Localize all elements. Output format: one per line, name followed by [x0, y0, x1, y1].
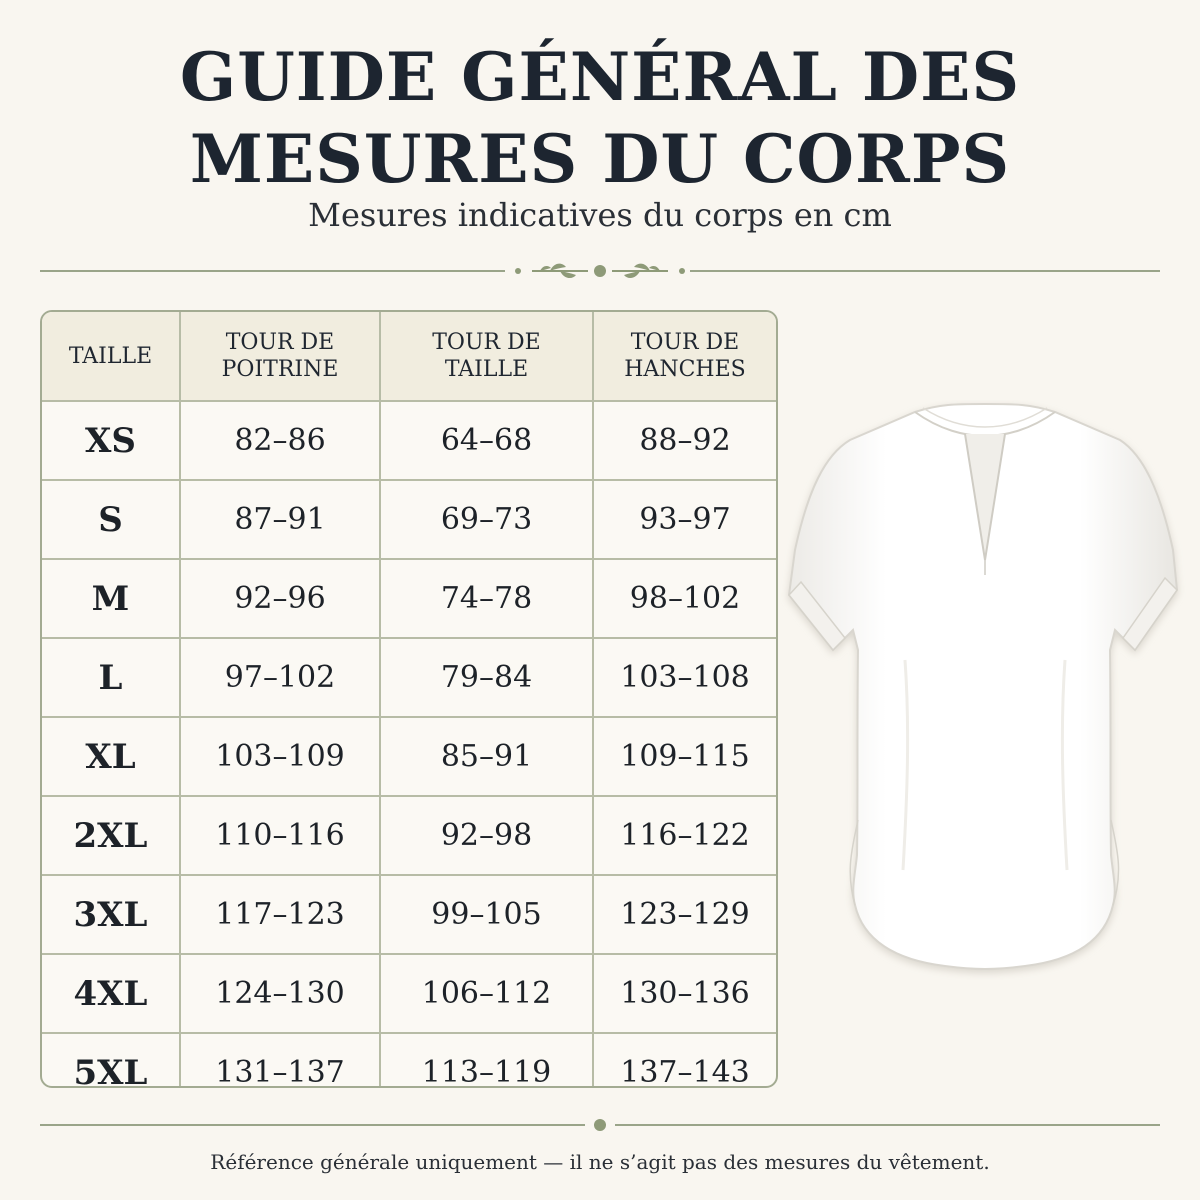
cell-hips: 103–108 — [593, 638, 776, 717]
title-line-1: GUIDE GÉNÉRAL DES — [179, 38, 1021, 116]
cell-chest: 82–86 — [180, 401, 380, 480]
cell-hips: 137–143 — [620, 1055, 750, 1088]
cell-waist: 64–68 — [380, 401, 593, 480]
cell-waist: 69–73 — [380, 480, 593, 559]
cell-waist: 113–119 — [380, 1033, 593, 1088]
dot-ornament-icon — [590, 1115, 610, 1135]
top-divider-left — [40, 270, 505, 272]
cell-size: L — [42, 638, 180, 717]
cell-size: XS — [42, 401, 180, 480]
header-waist-line-2: TAILLE — [444, 357, 529, 382]
cell-hips: 109–115 — [593, 717, 776, 796]
cell-chest: 97–102 — [180, 638, 380, 717]
cell-hips: 130–136 — [593, 954, 776, 1033]
cell-hips: 123–129 — [593, 875, 776, 954]
cell-size: 3XL — [42, 875, 180, 954]
cell-chest: 92–96 — [180, 559, 380, 638]
bottom-divider-right — [615, 1124, 1160, 1126]
table-row — [42, 638, 776, 717]
footer-note: Référence générale uniquement — il ne s’agit pas des mesures du vêtement. — [210, 1150, 990, 1174]
header-size — [42, 312, 180, 401]
header-hips-line-1: TOUR DE — [630, 330, 740, 355]
header-chest-line-1: TOUR DE — [225, 330, 335, 355]
header-size-label: TAILLE — [68, 343, 153, 369]
table-header-row — [42, 312, 776, 401]
cell-chest: 103–109 — [180, 717, 380, 796]
cell-chest: 87–91 — [180, 480, 380, 559]
page-title — [0, 36, 1200, 200]
header-hips — [593, 312, 776, 401]
header-chest-line-2: POITRINE — [221, 357, 339, 382]
cell-hips: 93–97 — [593, 480, 776, 559]
size-table — [40, 310, 778, 1088]
header-chest — [180, 312, 380, 401]
table-row — [42, 875, 776, 954]
cell-waist: 79–84 — [380, 638, 593, 717]
cell-waist: 85–91 — [380, 717, 593, 796]
cell-chest: 110–116 — [180, 796, 380, 875]
cell-hips: 98–102 — [593, 559, 776, 638]
cell-waist: 92–98 — [380, 796, 593, 875]
table-row — [42, 954, 776, 1033]
leaf-ornament-icon — [510, 259, 690, 283]
cell-hips: 116–122 — [593, 796, 776, 875]
title-line-2: MESURES DU CORPS — [189, 120, 1011, 198]
header-waist-line-1: TOUR DE — [432, 330, 541, 355]
cell-waist: 74–78 — [380, 559, 593, 638]
cell-chest: 124–130 — [180, 954, 380, 1033]
page-subtitle: Mesures indicatives du corps en cm — [308, 196, 892, 234]
cell-size: XL — [42, 717, 180, 796]
cell-size: M — [42, 559, 180, 638]
cell-chest: 117–123 — [180, 875, 380, 954]
cell-size: S — [42, 480, 180, 559]
top-divider-right — [690, 270, 1160, 272]
bottom-divider-left — [40, 1124, 585, 1126]
table-row — [42, 796, 776, 875]
blouse-illustration — [775, 400, 1195, 980]
cell-size: 5XL — [42, 1033, 180, 1088]
cell-size: 4XL — [42, 954, 180, 1033]
header-hips-line-2: HANCHES — [624, 357, 746, 382]
cell-waist: 106–112 — [380, 954, 593, 1033]
table-row — [42, 480, 776, 559]
cell-chest: 131–137 — [180, 1033, 380, 1088]
table-row — [42, 401, 776, 480]
table-row — [42, 717, 776, 796]
header-waist — [380, 312, 593, 401]
table-row — [42, 559, 776, 638]
cell-size: 2XL — [42, 796, 180, 875]
cell-waist: 99–105 — [380, 875, 593, 954]
cell-hips: 88–92 — [593, 401, 776, 480]
table-row — [42, 1033, 776, 1088]
